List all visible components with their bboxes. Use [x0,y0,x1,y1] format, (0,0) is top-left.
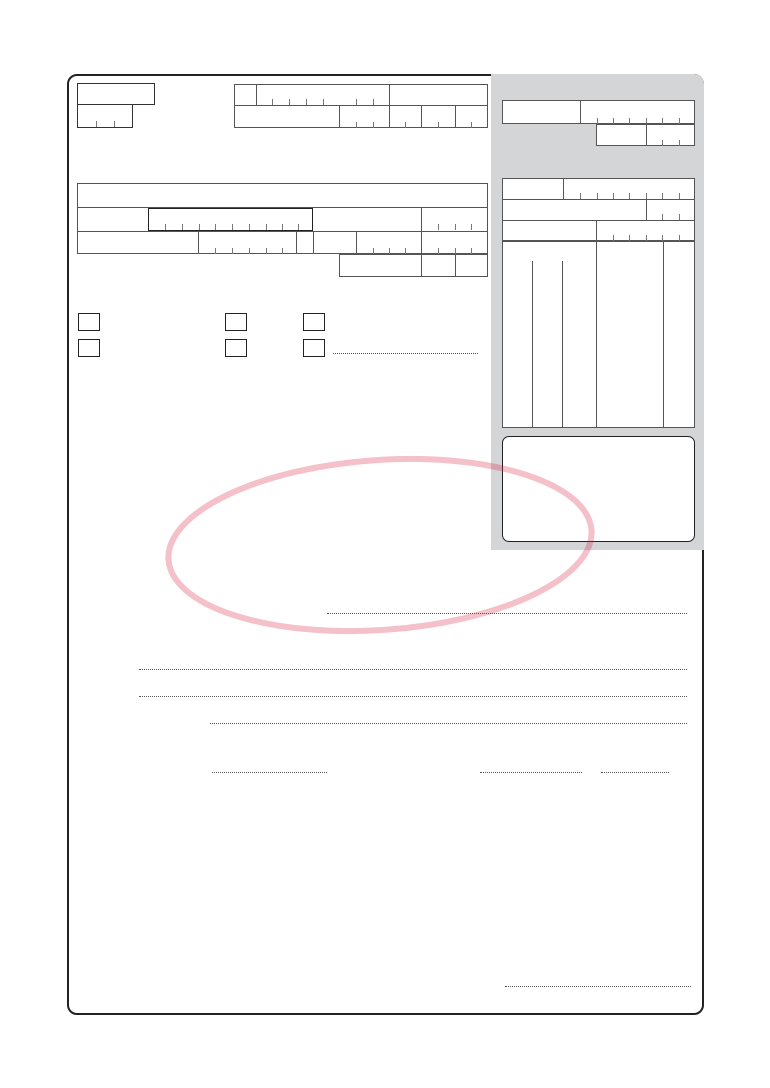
checkbox-rtg[interactable] [78,313,100,331]
other-dg-box [313,231,488,254]
checkbox-other[interactable] [303,339,325,357]
part-b-stamp-box [502,436,695,542]
checkbox-ct[interactable] [225,313,247,331]
walks-line[interactable] [212,772,327,773]
requester-signature-line[interactable] [505,986,691,987]
compensation-code-box [339,254,488,277]
insured-number-field[interactable] [148,208,313,231]
document-number-box [502,100,695,124]
performed-procedure-line[interactable] [210,723,687,724]
where-line[interactable] [139,696,687,697]
checkbox-mr[interactable] [303,313,325,331]
part-b-id-grid [502,178,695,241]
other-option-line[interactable] [333,353,478,354]
height-line[interactable] [601,772,669,773]
address-line[interactable] [327,613,687,614]
when-line[interactable] [139,669,687,670]
icp-grid [234,84,488,128]
checkbox-us[interactable] [225,339,247,357]
insurer-code-label-box [77,83,155,105]
checkbox-nuclear-medicine[interactable] [78,339,100,357]
weight-line[interactable] [480,772,582,773]
service-table [502,241,695,428]
